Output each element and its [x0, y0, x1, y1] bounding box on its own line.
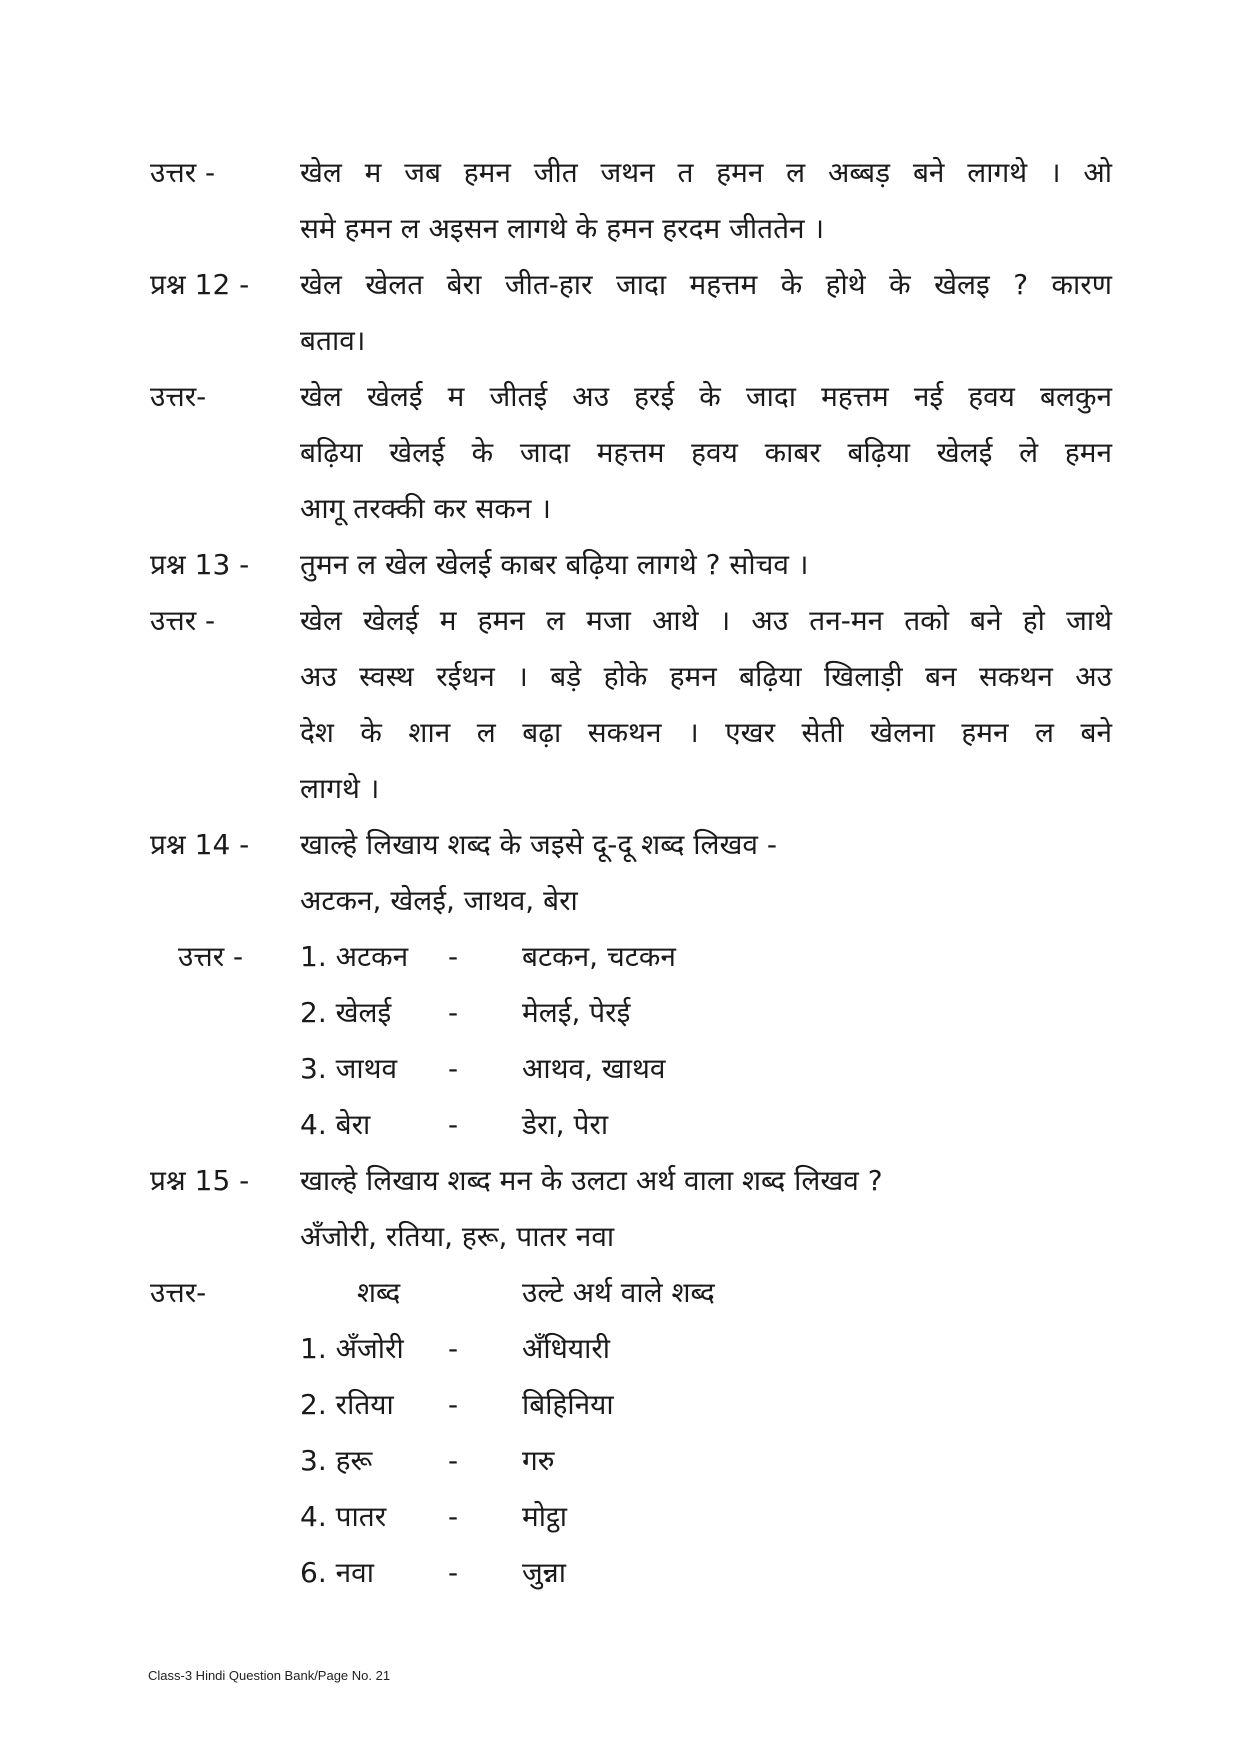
column-heading-opposite: उल्टे अर्थ वाले शब्द	[522, 1276, 715, 1309]
answer-label: उत्तर -	[150, 604, 216, 637]
question-text: तुमन ल खेल खेलई काबर बढ़िया लागथे ? सोचव ।	[300, 548, 809, 581]
rhyming-words: बटकन, चटकन	[522, 940, 676, 973]
answer-label: उत्तर-	[150, 1276, 207, 1309]
answer-label: उत्तर-	[150, 380, 207, 413]
question-text: खेल खेलत बेरा जीत-हार जादा महत्तम के होथे के खेलइ ? कारण	[300, 268, 1112, 301]
word: 2. रतिया	[300, 1388, 394, 1421]
question-label: प्रश्न 12 -	[150, 268, 250, 301]
rhyming-words: मेलई, पेरई	[522, 996, 631, 1029]
question-text: बताव।	[300, 324, 366, 357]
column-heading-word: शब्द	[357, 1276, 401, 1309]
word: 6. नवा	[300, 1556, 374, 1589]
page-footer: Class-3 Hindi Question Bank/Page No. 21	[148, 1668, 391, 1683]
answer-text: खेल म जब हमन जीत जथन त हमन ल अब्बड़ बने लागथे । ओ	[300, 156, 1112, 189]
dash: -	[448, 1556, 459, 1589]
question-label: प्रश्न 13 -	[150, 548, 250, 581]
dash: -	[448, 940, 459, 973]
word: 2. खेलई	[300, 996, 392, 1029]
answer-label: उत्तर -	[150, 156, 216, 189]
word: 1. अँजोरी	[300, 1332, 404, 1365]
question-text: खाल्हे लिखाय शब्द के जइसे दू-दू शब्द लिखव -	[300, 828, 777, 861]
opposite-word: अँधियारी	[522, 1332, 611, 1365]
answer-text: खेल खेलई म हमन ल मजा आथे । अउ तन-मन तको बने हो जाथे	[300, 604, 1112, 637]
opposite-word: बिहिनिया	[522, 1388, 614, 1421]
answer-text: लागथे ।	[300, 772, 380, 805]
word: 1. अटकन	[300, 940, 409, 973]
word: 4. बेरा	[300, 1108, 371, 1141]
answer-text: खेल खेलई म जीतई अउ हरई के जादा महत्तम नई हवय बलकुन	[300, 380, 1112, 413]
word: 3. हरू	[300, 1444, 373, 1477]
answer-text: समे हमन ल अइसन लागथे के हमन हरदम जीततेन ।	[300, 212, 825, 245]
rhyming-words: डेरा, पेरा	[522, 1108, 609, 1141]
question-text: अटकन, खेलई, जाथव, बेरा	[300, 884, 578, 917]
question-label: प्रश्न 15 -	[150, 1164, 250, 1197]
question-text: खाल्हे लिखाय शब्द मन के उलटा अर्थ वाला शब्द लिखव ?	[300, 1164, 883, 1197]
dash: -	[448, 1500, 459, 1533]
question-text: अँजोरी, रतिया, हरू, पातर नवा	[300, 1220, 615, 1253]
answer-text: अउ स्वस्थ रईथन । बड़े होके हमन बढ़िया खिलाड़ी बन सकथन अउ	[300, 660, 1112, 693]
dash: -	[448, 1444, 459, 1477]
dash: -	[448, 1052, 459, 1085]
dash: -	[448, 996, 459, 1029]
opposite-word: जुन्ना	[522, 1556, 566, 1589]
question-label: प्रश्न 14 -	[150, 828, 250, 861]
answer-label: उत्तर -	[178, 940, 244, 973]
dash: -	[448, 1388, 459, 1421]
answer-text: आगू तरक्की कर सकन ।	[300, 492, 551, 525]
dash: -	[448, 1332, 459, 1365]
answer-text: बढ़िया खेलई के जादा महत्तम हवय काबर बढ़िया खेलई ले हमन	[300, 436, 1112, 469]
opposite-word: मोट्ठा	[522, 1500, 567, 1533]
word: 4. पातर	[300, 1500, 387, 1533]
rhyming-words: आथव, खाथव	[522, 1052, 666, 1085]
answer-text: देश के शान ल बढ़ा सकथन । एखर सेती खेलना हमन ल बने	[300, 716, 1112, 749]
word: 3. जाथव	[300, 1052, 398, 1085]
opposite-word: गरु	[522, 1444, 555, 1477]
dash: -	[448, 1108, 459, 1141]
